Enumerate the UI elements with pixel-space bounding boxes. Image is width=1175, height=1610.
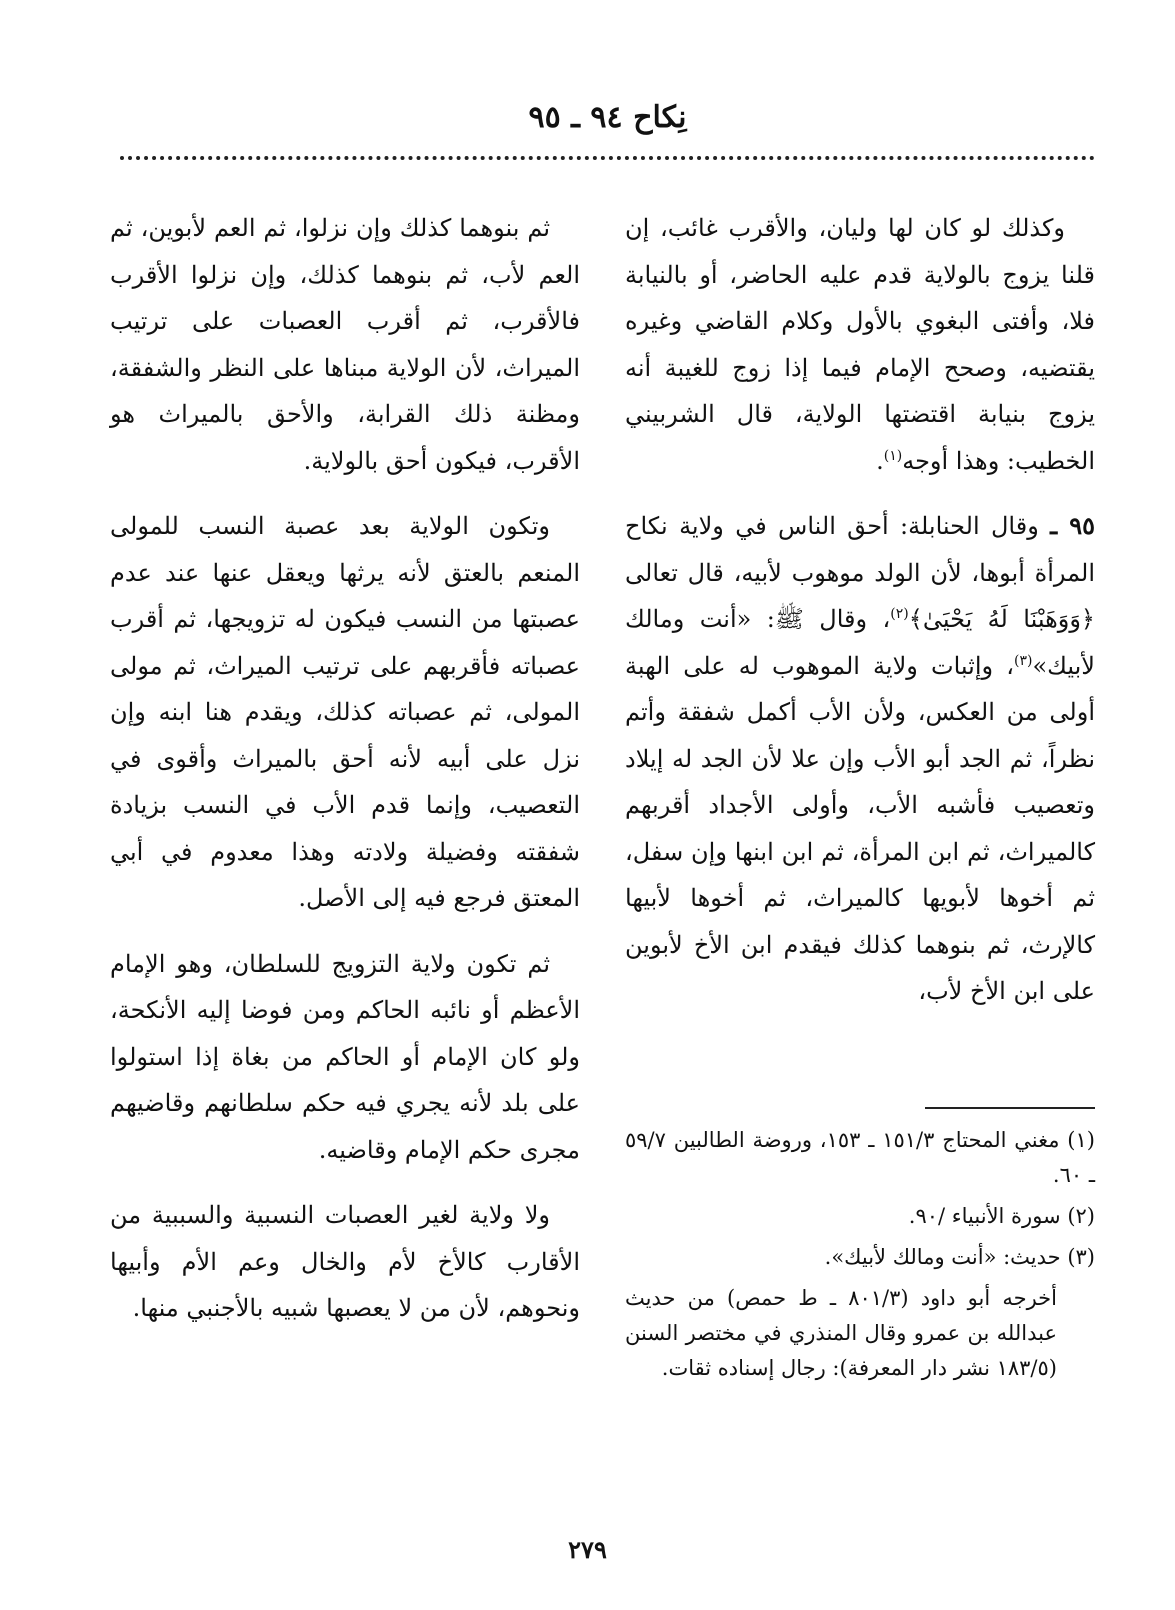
footnote-ref-2[interactable]: (٢) <box>890 606 909 622</box>
paragraph-text: وقال الحنابلة: أحق الناس في ولاية نكاح المرأة أبوها، لأن الولد موهوب لأبيه، قال تعالى ﴿وَوَهَبْنَا لَهُ يَحْيَىٰ﴾ <box>625 512 1095 633</box>
footnote-2: (٢) سورة الأنبياء /٩٠. <box>908 1204 1095 1228</box>
left-column <box>110 205 580 1351</box>
footnotes <box>625 1123 1095 1392</box>
page-number: ٢٧٩ <box>568 1535 607 1564</box>
section-number: ٩٥ ـ <box>1050 511 1095 540</box>
paragraph-left-3: ثم تكون ولاية التزويج للسلطان، وهو الإمام الأعظم أو نائبه الحاكم ومن فوضا إليه الأنكحة، ولو كان الإمام أو الحاكم من بغاة إذا استولوا على بلد لأنه يجري فيه حكم سلطانهم وقاضيهم مجرى حكم الإمام وقاضيه. <box>110 949 580 1164</box>
header-dotted-rule <box>120 156 1095 160</box>
paragraph-end: . <box>876 446 884 475</box>
footnote-1: (١) مغني المحتاج ١٥١/٣ ـ ١٥٣، وروضة الطالبين ٥٩/٧ ـ ٦٠. <box>625 1128 1095 1187</box>
running-header: نِكاح ٩٤ ـ ٩٥ <box>528 100 687 135</box>
paragraph-left-1: ثم بنوهما كذلك وإن نزلوا، ثم العم لأبوين، ثم العم لأب، ثم بنوهما كذلك، وإن نزلوا الأقرب فالأقرب، ثم أقرب العصبات على ترتيب الميراث، لأن الولاية مبناها على النظر والشفقة، ومظنة ذلك القرابة، والأحق بالميراث هو الأقرب، فيكون أحق بالولاية. <box>110 214 580 475</box>
paragraph-text: ، وقال ﷺ: «أنت ومالك لأبيك» <box>625 605 1095 680</box>
paragraph-right-1 <box>625 205 1095 484</box>
footnote-ref-1[interactable]: (١) <box>883 447 903 464</box>
paragraph-text: ، وإثبات ولاية الموهوب له على الهبة أولى من العكس، ولأن الأب أكمل شفقة وأتم نظراً، ثم الجد أبو الأب وإن علا لأن الجد له إيلاد وتعصيب فأشبه الأب، وأولى الأجداد أقربهم كالميراث، ثم ابن المرأة، ثم ابن ابنها وإن سفل، ثم أخوها لأبويها كالميراث، ثم أخوها لأبيها كالإرث، ثم بنوهما كذلك فيقدم ابن الأخ لأبوين على ابن الأخ لأب، <box>625 651 1095 1005</box>
paragraph-right-2 <box>625 503 1095 1015</box>
paragraph-left-4: ولا ولاية لغير العصبات النسبية والسببية من الأقارب كالأخ لأم والخال وعم الأم وأبيها ونحوهم، لأن من لا يعصبها شبيه بالأجنبي منها. <box>110 1201 580 1322</box>
paragraph-left-2: وتكون الولاية بعد عصبة النسب للمولى المنعم بالعتق لأنه يرثها ويعقل عنها عند عدم عصبتها من النسب فيكون له تزويجها، ثم أقرب عصباته فأقربهم على ترتيب الميراث، ثم مولى المولى، ثم عصباته كذلك، ويقدم هنا ابنه وإن نزل على أبيه لأنه أحق بالميراث وأقوى في التعصيب، وإنما قدم الأب في النسب بزيادة شفقته وفضيلة ولادته وهذا معدوم في أبي المعتق فرجع فيه إلى الأصل. <box>110 512 580 912</box>
right-column <box>625 205 1095 1034</box>
footnote-separator <box>925 1107 1095 1109</box>
footnote-ref-3[interactable]: (٣) <box>1014 652 1033 669</box>
paragraph-text: وكذلك لو كان لها وليان، والأقرب غائب، إن قلنا يزوج بالولاية قدم عليه الحاضر، أو بالنيابة فلا، وأفتى البغوي بالأول وكلام القاضي وغيره يقتضيه، وصحح الإمام فيما إذا زوج للغيبة أنه يزوج بنيابة اقتضتها الولاية، قال الشربيني الخطيب: وهذا أوجه <box>625 214 1095 475</box>
footnote-3: (٣) حديث: «أنت ومالك لأبيك». <box>824 1245 1095 1269</box>
footnote-3-detail: أخرجه أبو داود (٨٠١/٣ ـ ط حمص) من حديث عبدالله بن عمرو وقال المنذري في مختصر السنن (١٨٣/٥ نشر دار المعرفة): رجال إسناده ثقات. <box>625 1286 1057 1380</box>
